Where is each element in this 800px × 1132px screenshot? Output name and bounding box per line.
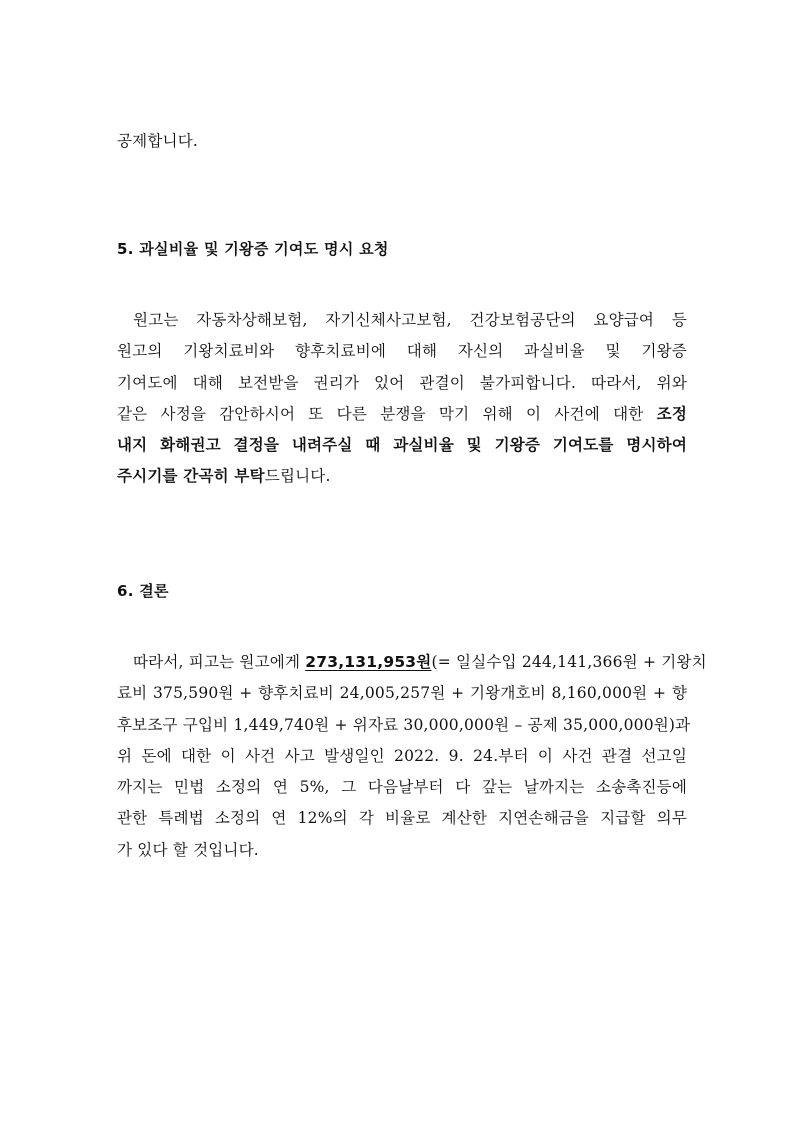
continuation-line: 공제합니다. bbox=[117, 132, 198, 150]
continuation-text bbox=[117, 126, 687, 157]
section-5-bold-line-3: 주시기를 간곡히 부탁 bbox=[117, 467, 265, 486]
section-6-line-1 bbox=[117, 647, 707, 678]
section-6-line-1-pre: 따라서, 피고는 원고에게 bbox=[133, 653, 306, 671]
section-6-line-3: 후보조구 구입비 1,449,740원 + 위자료 30,000,000원 – 공제 35,000,000원)과 bbox=[117, 715, 691, 734]
section-5-line-4 bbox=[117, 399, 687, 430]
section-6-body bbox=[117, 647, 707, 866]
section-5-line-1: 원고는 자동차상해보험, 자기신체사고보험, 건강보험공단의 요양급여 등 bbox=[133, 311, 687, 329]
section-5-line-6-tail: 드립니다. bbox=[264, 467, 331, 486]
section-6-line-1-post: (= 일실수입 244,141,366원 + 기왕치 bbox=[431, 653, 707, 671]
section-6-line-7: 가 있다 할 것입니다. bbox=[117, 840, 259, 859]
section-5-body bbox=[117, 305, 687, 493]
section-5-line-4-text: 같은 사정을 감안하시어 또 다른 분쟁을 막기 위해 이 사건에 대한 bbox=[117, 404, 657, 423]
section-6-heading: 6. 결론 bbox=[117, 582, 169, 600]
section-5-line-2: 원고의 기왕치료비와 향후치료비에 대해 자신의 과실비율 및 기왕증 bbox=[117, 342, 687, 361]
section-5-bold-line-2: 내지 화해권고 결정을 내려주실 때 과실비율 및 기왕증 기여도를 명시하여 bbox=[117, 436, 687, 455]
section-5-line-3: 기여도에 대해 보전받을 권리가 있어 관결이 불가피합니다. 따라서, 위와 bbox=[117, 373, 687, 392]
section-5-bold-1: 조정 bbox=[656, 404, 687, 423]
section-6-line-5: 까지는 민법 소정의 연 5%, 그 다음날부터 다 갚는 날까지는 소송촉진등에 bbox=[117, 778, 687, 797]
section-5-heading: 5. 과실비율 및 기왕증 기여도 명시 요청 bbox=[117, 240, 389, 258]
section-5-line-6 bbox=[117, 461, 687, 492]
section-6-line-6: 관한 특례법 소정의 연 12%의 각 비율로 계산한 지연손해금을 지급할 의무 bbox=[117, 809, 687, 828]
section-6-line-4: 위 돈에 대한 이 사건 사고 발생일인 2022. 9. 24.부터 이 사건 관결 선고일 bbox=[117, 746, 687, 765]
section-6-line-2: 료비 375,590원 + 향후치료비 24,005,257원 + 기왕개호비 8,160,000원 + 향 bbox=[117, 684, 687, 703]
conclusion-amount: 273,131,953원 bbox=[305, 653, 432, 671]
